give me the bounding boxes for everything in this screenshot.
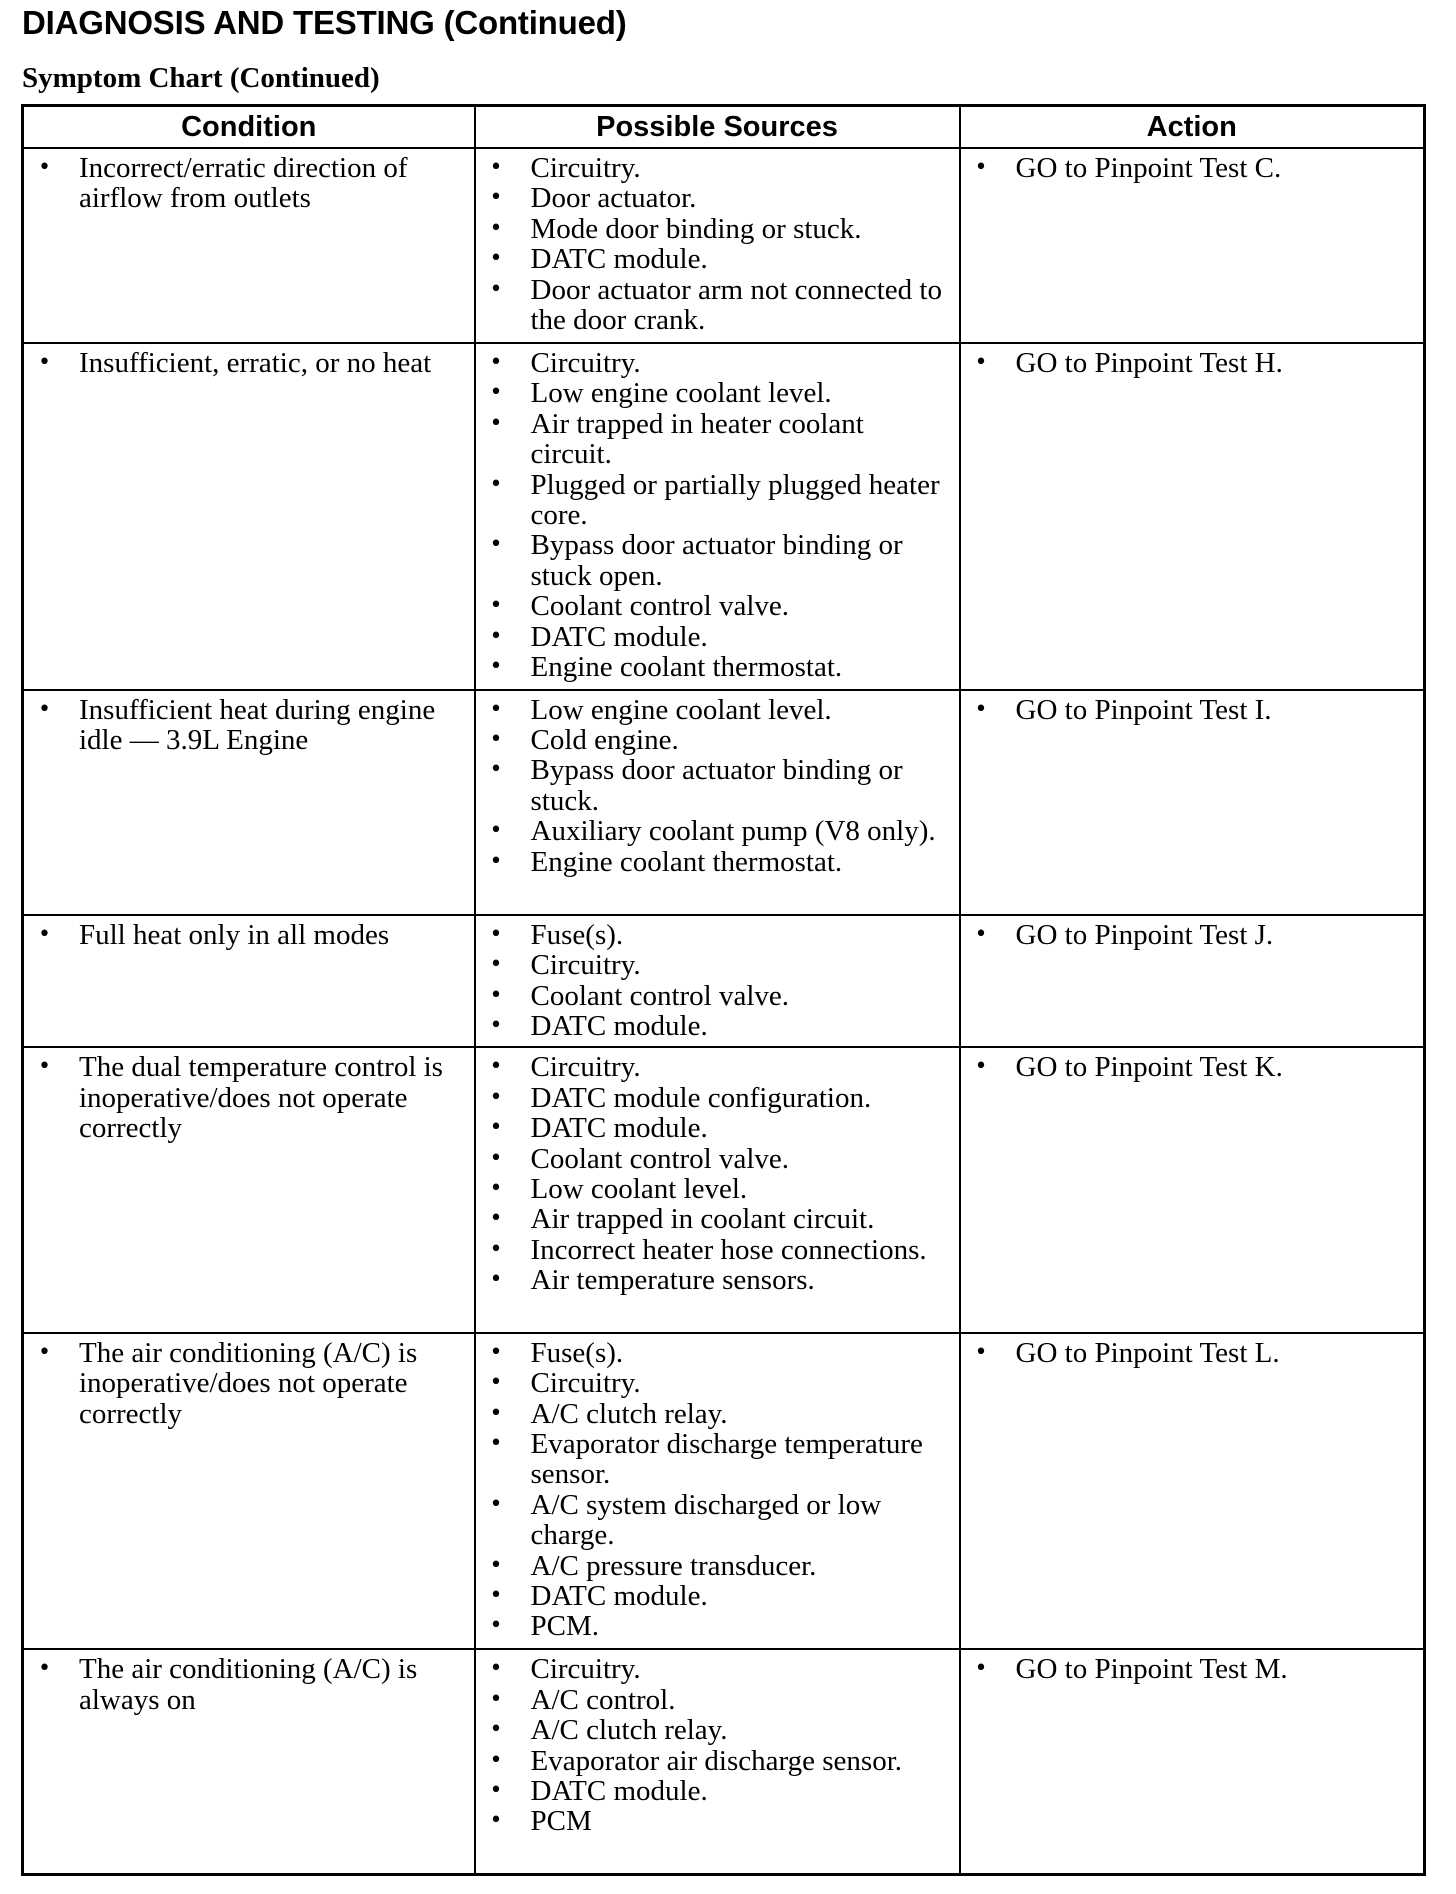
possible-sources-cell (475, 690, 960, 915)
column-header-action: Action (960, 106, 1425, 149)
table-row (23, 1649, 1425, 1874)
action-cell (960, 1333, 1425, 1650)
possible-source-item: • Circuitry. (476, 1654, 959, 1684)
action-cell (960, 343, 1425, 690)
table-row (23, 915, 1425, 1048)
table-row (23, 148, 1425, 343)
possible-source-item: • Cold engine. (476, 725, 959, 755)
possible-sources-list (476, 695, 959, 877)
action-text: • GO to Pinpoint Test H. (961, 348, 1424, 378)
condition-text: • Full heat only in all modes (24, 920, 474, 950)
condition-cell (23, 148, 475, 343)
possible-sources-list (476, 348, 959, 682)
possible-source-item: • Fuse(s). (476, 920, 959, 950)
action-list (961, 1052, 1424, 1082)
possible-source-item: • Low coolant level. (476, 1174, 959, 1204)
table-header-row (23, 106, 1425, 149)
possible-sources-list (476, 920, 959, 1042)
possible-source-item: • A/C control. (476, 1685, 959, 1715)
possible-source-item: • Air trapped in coolant circuit. (476, 1204, 959, 1234)
condition-cell (23, 1333, 475, 1650)
possible-source-item: • Circuitry. (476, 1052, 959, 1082)
condition-text: • Insufficient, erratic, or no heat (24, 348, 474, 378)
condition-cell (23, 343, 475, 690)
table-body (23, 148, 1425, 1875)
possible-source-item: • Incorrect heater hose connections. (476, 1235, 959, 1265)
action-cell (960, 690, 1425, 915)
possible-source-item: • Fuse(s). (476, 1338, 959, 1368)
possible-source-item: • Low engine coolant level. (476, 378, 959, 408)
possible-sources-cell (475, 1649, 960, 1874)
condition-list (24, 348, 474, 378)
condition-cell (23, 1047, 475, 1332)
possible-source-item: • Coolant control valve. (476, 591, 959, 621)
possible-sources-list (476, 1338, 959, 1642)
condition-text: • The dual temperature control is inoperative/does not operate correctly (24, 1052, 474, 1143)
possible-source-item: • DATC module configuration. (476, 1083, 959, 1113)
possible-sources-list (476, 1654, 959, 1836)
column-header-condition: Condition (23, 106, 475, 149)
condition-list (24, 920, 474, 950)
possible-sources-cell (475, 148, 960, 343)
action-list (961, 348, 1424, 378)
table-row (23, 343, 1425, 690)
action-text: • GO to Pinpoint Test C. (961, 153, 1424, 183)
possible-source-item: • Circuitry. (476, 950, 959, 980)
action-text: • GO to Pinpoint Test I. (961, 695, 1424, 725)
possible-source-item: • Door actuator arm not connected to the door crank. (476, 275, 959, 336)
possible-source-item: • A/C clutch relay. (476, 1399, 959, 1429)
possible-source-item: • Plugged or partially plugged heater core. (476, 470, 959, 531)
condition-text: • The air conditioning (A/C) is inoperative/does not operate correctly (24, 1338, 474, 1429)
possible-source-item: • Engine coolant thermostat. (476, 847, 959, 877)
possible-source-item: • PCM (476, 1806, 959, 1836)
table-row (23, 690, 1425, 915)
possible-source-item: • A/C pressure transducer. (476, 1551, 959, 1581)
possible-sources-cell (475, 1333, 960, 1650)
action-text: • GO to Pinpoint Test K. (961, 1052, 1424, 1082)
condition-list (24, 1338, 474, 1429)
condition-text: • The air conditioning (A/C) is always on (24, 1654, 474, 1715)
table-row (23, 1047, 1425, 1332)
possible-source-item: • Door actuator. (476, 183, 959, 213)
action-text: • GO to Pinpoint Test L. (961, 1338, 1424, 1368)
possible-source-item: • Circuitry. (476, 153, 959, 183)
possible-source-item: • DATC module. (476, 1011, 959, 1041)
condition-cell (23, 690, 475, 915)
possible-source-item: • Evaporator air discharge sensor. (476, 1746, 959, 1776)
table-row (23, 1333, 1425, 1650)
possible-sources-list (476, 1052, 959, 1295)
page-title: DIAGNOSIS AND TESTING (Continued) (22, 4, 627, 41)
possible-source-item: • PCM. (476, 1611, 959, 1641)
possible-source-item: • DATC module. (476, 1581, 959, 1611)
possible-source-item: • Mode door binding or stuck. (476, 214, 959, 244)
possible-source-item: • Bypass door actuator binding or stuck. (476, 755, 959, 816)
possible-source-item: • DATC module. (476, 1776, 959, 1806)
action-list (961, 1338, 1424, 1368)
action-text: • GO to Pinpoint Test J. (961, 920, 1424, 950)
possible-sources-cell (475, 1047, 960, 1332)
possible-sources-cell (475, 343, 960, 690)
condition-list (24, 1052, 474, 1143)
action-cell (960, 148, 1425, 343)
possible-source-item: • Auxiliary coolant pump (V8 only). (476, 816, 959, 846)
condition-list (24, 153, 474, 214)
possible-source-item: • Circuitry. (476, 1368, 959, 1398)
possible-source-item: • A/C clutch relay. (476, 1715, 959, 1745)
possible-source-item: • DATC module. (476, 622, 959, 652)
action-list (961, 920, 1424, 950)
column-header-possible-sources: Possible Sources (475, 106, 960, 149)
possible-source-item: • Coolant control valve. (476, 1144, 959, 1174)
section-title: Symptom Chart (Continued) (22, 62, 380, 94)
condition-text: • Incorrect/erratic direction of airflow from outlets (24, 153, 474, 214)
possible-source-item: • DATC module. (476, 244, 959, 274)
possible-source-item: • Low engine coolant level. (476, 695, 959, 725)
condition-cell (23, 915, 475, 1048)
possible-source-item: • Circuitry. (476, 348, 959, 378)
action-list (961, 1654, 1424, 1684)
action-text: • GO to Pinpoint Test M. (961, 1654, 1424, 1684)
possible-sources-list (476, 153, 959, 335)
action-cell (960, 915, 1425, 1048)
action-cell (960, 1047, 1425, 1332)
possible-source-item: • Bypass door actuator binding or stuck open. (476, 530, 959, 591)
possible-source-item: • Engine coolant thermostat. (476, 652, 959, 682)
condition-text: • Insufficient heat during engine idle — 3.9L Engine (24, 695, 474, 756)
possible-source-item: • A/C system discharged or low charge. (476, 1490, 959, 1551)
symptom-chart-table (21, 104, 1426, 1876)
condition-list (24, 695, 474, 756)
possible-source-item: • DATC module. (476, 1113, 959, 1143)
possible-sources-cell (475, 915, 960, 1048)
possible-source-item: • Air temperature sensors. (476, 1265, 959, 1295)
condition-cell (23, 1649, 475, 1874)
action-list (961, 153, 1424, 183)
condition-list (24, 1654, 474, 1715)
action-list (961, 695, 1424, 725)
action-cell (960, 1649, 1425, 1874)
possible-source-item: • Air trapped in heater coolant circuit. (476, 409, 959, 470)
possible-source-item: • Evaporator discharge temperature sensor. (476, 1429, 959, 1490)
possible-source-item: • Coolant control valve. (476, 981, 959, 1011)
